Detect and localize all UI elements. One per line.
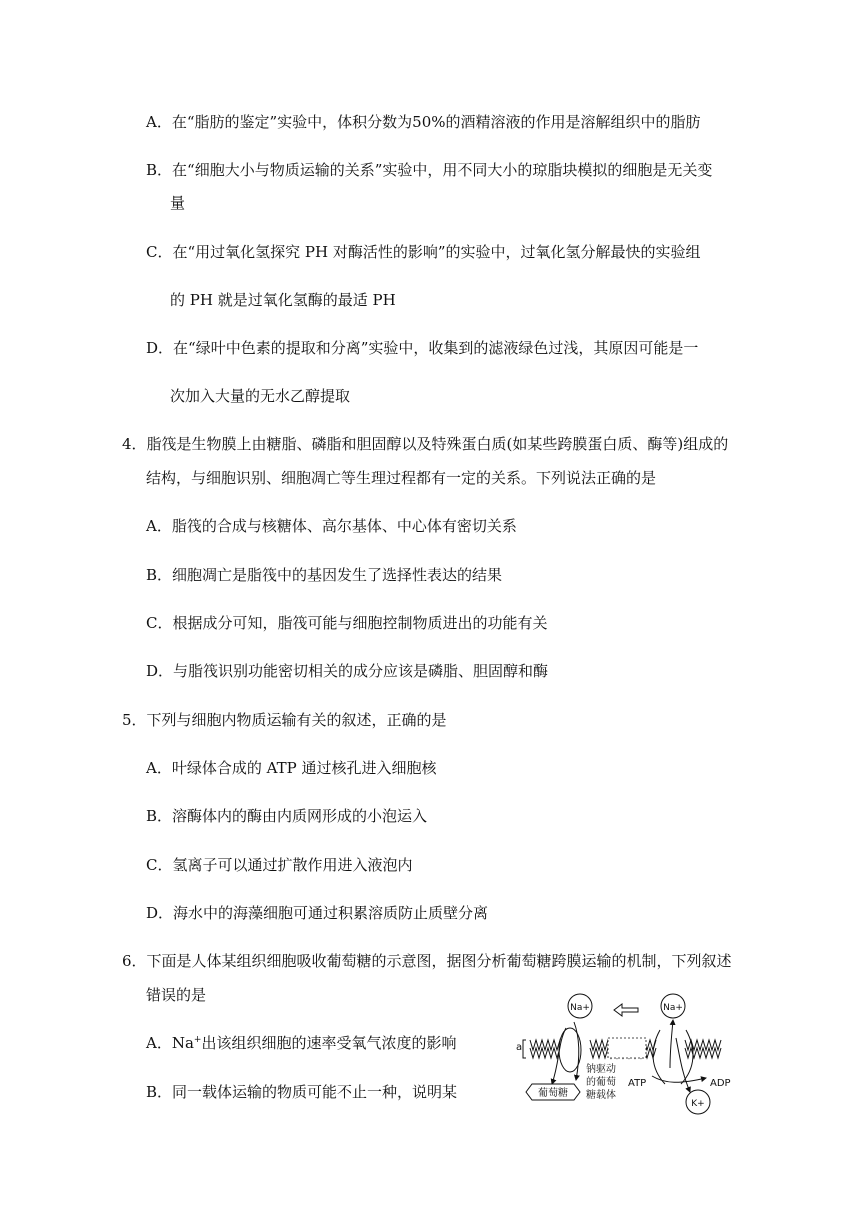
glucose-transport-diagram (510, 988, 750, 1116)
q3-option-d: D．在“绿叶中色素的提取和分离”实验中，收集到的滤液绿色过浅，其原因可能是一 (146, 339, 699, 357)
svg-text:钠驱动: 钠驱动 (586, 1064, 616, 1075)
na-ion-right (661, 994, 685, 1018)
q5-stem: 5．下列与细胞内物质运输有关的叙述，正确的是 (122, 711, 447, 729)
q6-option-b: B．同一载体运输的物质可能不止一种，说明某 (146, 1083, 458, 1101)
atp-label: ATP (628, 1078, 647, 1089)
q3-option-c: C．在“用过氧化氢探究 PH 对酶活性的影响”的实验中，过氧化氢分解最快的实验组 (146, 243, 701, 261)
q4-option-d: D．与脂筏识别功能密切相关的成分应该是磷脂、胆固醇和酶 (146, 662, 549, 680)
a-label: a (516, 1042, 523, 1053)
svg-text:Na+: Na+ (663, 1003, 683, 1013)
q5-option-a: A．叶绿体合成的 ATP 通过核孔进入细胞核 (146, 759, 437, 777)
q6-option-a: A．Na+出该组织细胞的速率受氧气浓度的影响 (146, 1034, 457, 1052)
q3-option-a: A．在“脂肪的鉴定”实验中，体积分数为50%的酒精溶液的作用是溶解组织中的脂肪 (146, 113, 701, 131)
a-bracket (523, 1040, 526, 1058)
glucose-carrier (552, 1022, 581, 1084)
q5-option-c: C．氢离子可以通过扩散作用进入液泡内 (146, 856, 413, 874)
sodium-potassium-pump (652, 1020, 706, 1092)
q4-stem-cont: 结构，与细胞识别、细胞凋亡等生理过程都有一定的关系。下列说法正确的是 (146, 469, 657, 487)
q6-stem: 6．下面是人体某组织细胞吸收葡萄糖的示意图，据图分析葡萄糖跨膜运输的机制，下列叙述 (122, 952, 732, 970)
q4-option-a: A．脂筏的合成与核糖体、高尔基体、中心体有密切关系 (146, 517, 517, 535)
q3-option-b: B．在“细胞大小与物质运输的关系”实验中，用不同大小的琼脂块模拟的细胞是无关变 (146, 161, 713, 179)
carrier-label (586, 1062, 616, 1101)
q6-stem-cont: 错误的是 (146, 986, 207, 1004)
q5-option-d: D．海水中的海藻细胞可通过积累溶质防止质壁分离 (146, 904, 489, 922)
glucose-molecule (526, 1084, 580, 1100)
k-ion (686, 1090, 710, 1114)
q3-option-d-cont: 次加入大量的无水乙醇提取 (170, 387, 351, 405)
q4-stem: 4．脂筏是生物膜上由糖脂、磷脂和胆固醇以及特殊蛋白质(如某些跨膜蛋白质、酶等)组成的 (122, 435, 729, 453)
q3-option-c-cont: 的 PH 就是过氧化氢酶的最适 PH (170, 291, 396, 309)
svg-text:糖载体: 糖载体 (586, 1090, 616, 1101)
adp-label: ADP (710, 1078, 731, 1089)
svg-text:K+: K+ (691, 1099, 705, 1109)
q3-option-b-cont: 量 (170, 194, 186, 212)
q5-option-b: B．溶酶体内的酶由内质网形成的小泡运入 (146, 807, 428, 825)
q4-option-c: C．根据成分可知，脂筏可能与细胞控制物质进出的功能有关 (146, 614, 548, 632)
na-ion-left (568, 994, 592, 1018)
q4-option-b: B．细胞凋亡是脂筏中的基因发生了选择性表达的结果 (146, 566, 503, 584)
transport-direction-arrow (614, 1004, 638, 1016)
svg-text:Na+: Na+ (570, 1003, 590, 1013)
svg-text:葡萄糖: 葡萄糖 (538, 1088, 568, 1099)
svg-text:的葡萄: 的葡萄 (586, 1077, 616, 1088)
